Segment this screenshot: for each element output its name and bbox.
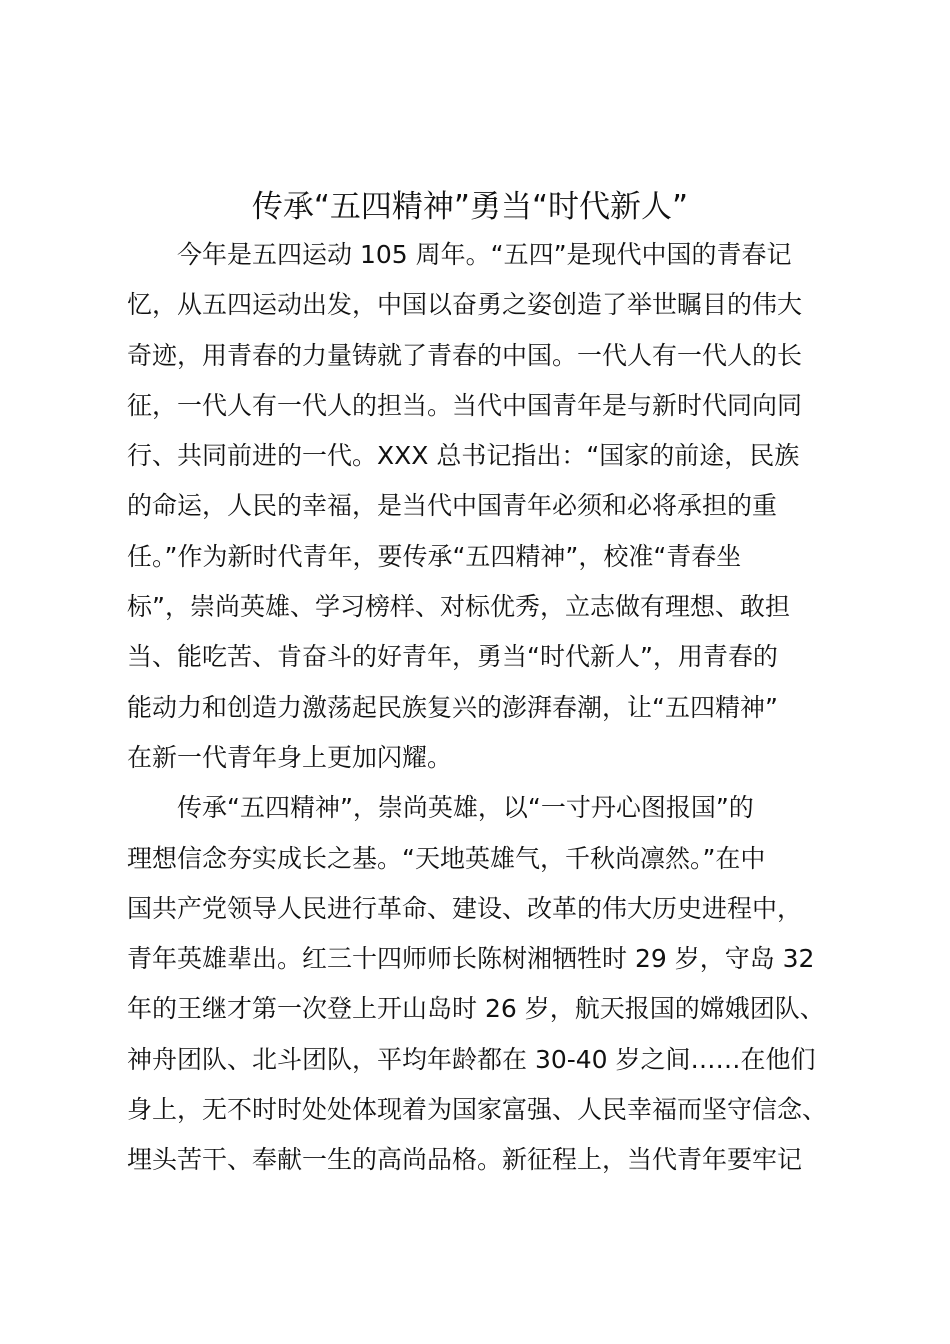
paragraph-line: 忆，从五四运动出发，中国以奋勇之姿创造了举世瞩目的伟大 (127, 290, 803, 320)
paragraph-line: 奇迹，用青春的力量铸就了青春的中国。一代人有一代人的长 (127, 340, 803, 370)
paragraph-line: 青年英雄辈出。红三十四师师长陈树湘牺牲时 29 岁，守岛 32 (127, 944, 815, 974)
paragraph-line: 理想信念夯实成长之基。“天地英雄气，千秋尚凛然。”在中 (127, 843, 766, 873)
paragraph-line: 行、共同前进的一代。XXX 总书记指出：“国家的前途，民族 (127, 441, 800, 471)
paragraph-1 (127, 230, 837, 783)
paragraph-line: 任。”作为新时代青年，要传承“五四精神”，校准“青春坐 (127, 541, 742, 571)
paragraph-line: 当、能吃苦、肯奋斗的好青年，勇当“时代新人”，用青春的 (127, 642, 778, 672)
paragraph-line: 能动力和创造力激荡起民族复兴的澎湃春潮，让“五四精神” (127, 692, 778, 722)
paragraph-line: 在新一代青年身上更加闪耀。 (127, 742, 453, 772)
paragraph-2 (127, 783, 837, 1185)
paragraph-line: 传承“五四精神”，崇尚英雄，以“一寸丹心图报国”的 (177, 793, 754, 823)
paragraph-line: 神舟团队、北斗团队，平均年龄都在 30-40 岁之间……在他们 (127, 1044, 816, 1074)
paragraph-line: 年的王继才第一次登上开山岛时 26 岁，航天报国的嫦娥团队、 (127, 994, 825, 1024)
paragraph-line: 埋头苦干、奉献一生的高尚品格。新征程上，当代青年要牢记 (127, 1145, 803, 1175)
paragraph-line: 国共产党领导人民进行革命、建设、改革的伟大历史进程中， (127, 893, 803, 923)
paragraph-line: 身上，无不时时处处体现着为国家富强、人民幸福而坚守信念、 (127, 1095, 828, 1125)
paragraph-line: 征，一代人有一代人的担当。当代中国青年是与新时代同向同 (127, 390, 803, 420)
paragraph-line: 今年是五四运动 105 周年。“五四”是现代中国的青春记 (177, 240, 792, 269)
document-body (127, 230, 837, 1186)
document-title: 传承“五四精神”勇当“时代新人” (251, 189, 689, 225)
paragraph-line: 的命运，人民的幸福，是当代中国青年必须和必将承担的重 (127, 491, 778, 521)
paragraph-line: 标”，崇尚英雄、学习榜样、对标优秀，立志做有理想、敢担 (127, 592, 790, 622)
